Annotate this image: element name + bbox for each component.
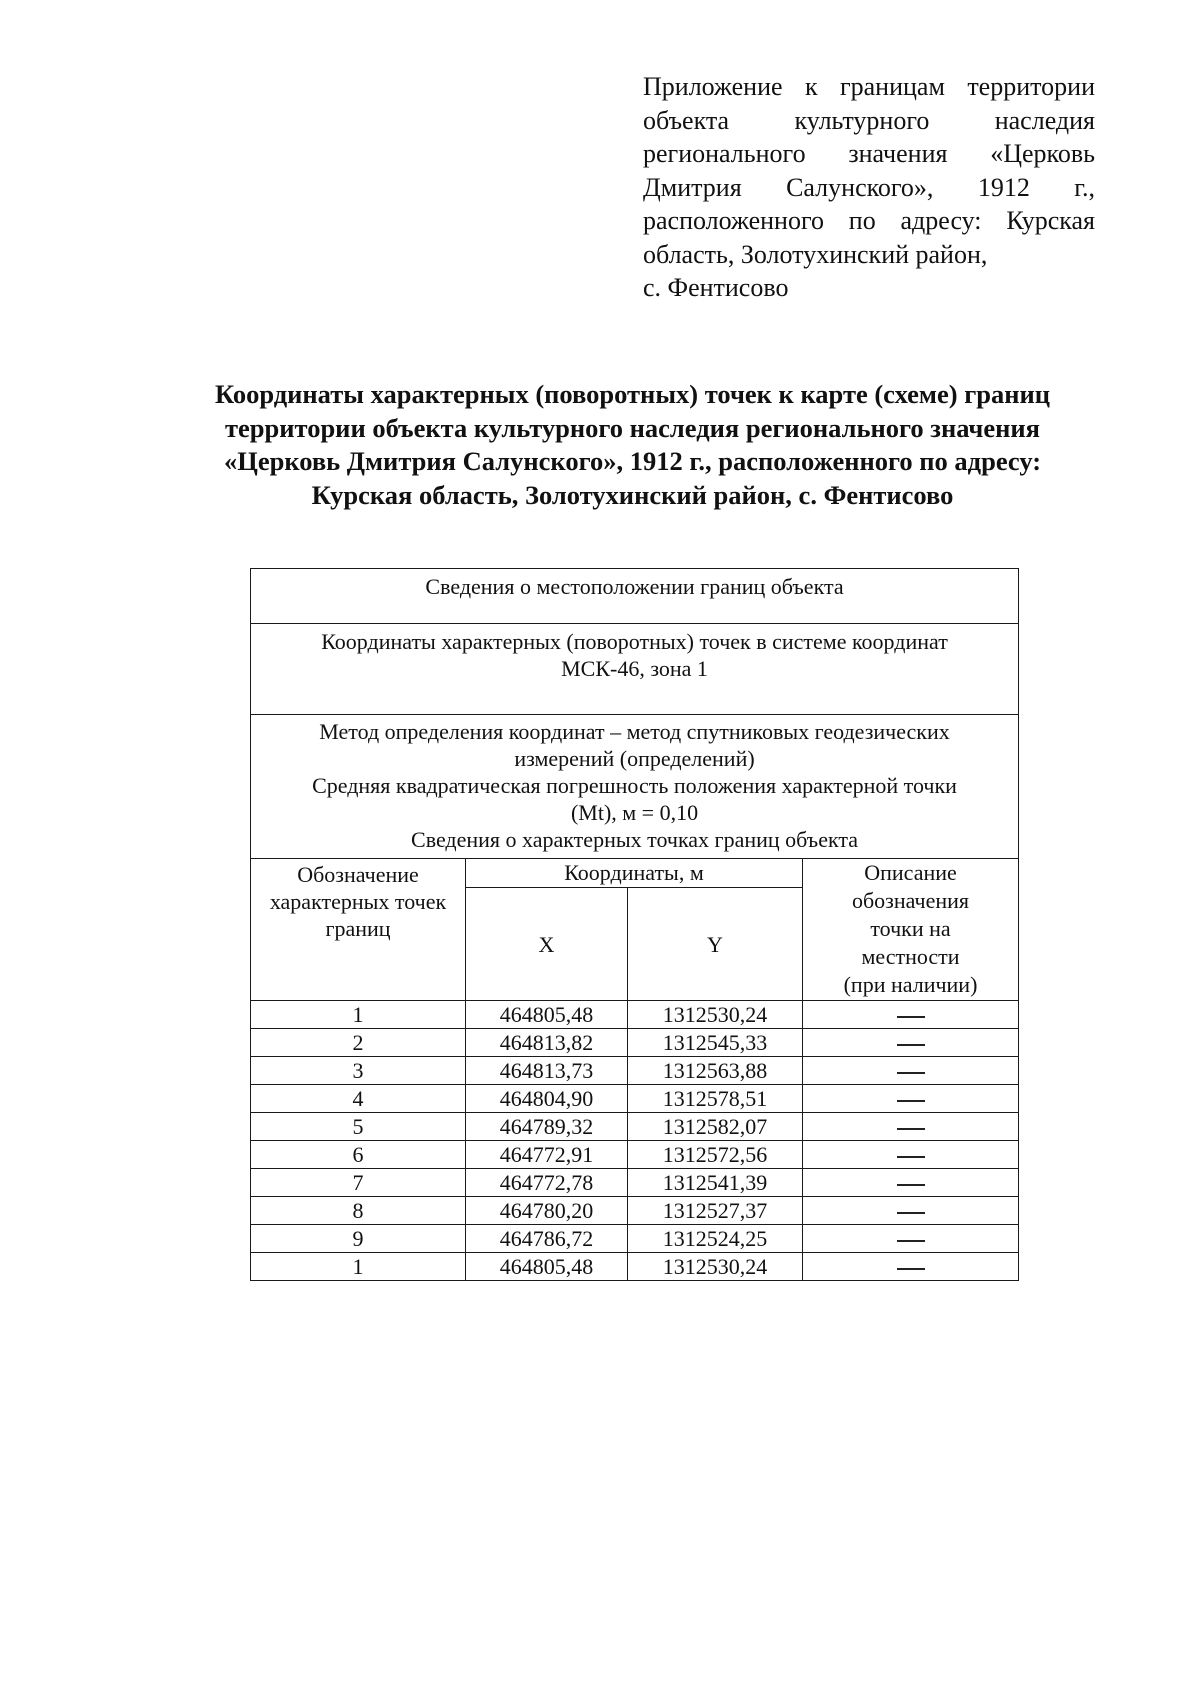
dash-mark [897,1156,925,1158]
title-line: территории объекта культурного наследия регионального значения [225,412,1040,443]
section-coordinate-system [251,624,1019,715]
point-number: 1 [251,1253,466,1281]
coord-x: 464813,82 [466,1029,628,1057]
section-location-label: Сведения о местоположении границ объекта [425,574,844,599]
document-title [160,378,1105,512]
header-description-line: (при наличии) [843,972,978,997]
header-x-label: X [538,931,555,957]
header-coordinates-label: Координаты, м [564,860,704,885]
point-number: 5 [251,1113,466,1141]
table-row [251,1113,1019,1141]
appendix-last-line: с. Фентисово [643,273,789,302]
coord-y: 1312527,37 [628,1197,803,1225]
coord-y: 1312530,24 [628,1001,803,1029]
coord-y: 1312578,51 [628,1085,803,1113]
coord-x: 464804,90 [466,1085,628,1113]
point-number: 8 [251,1197,466,1225]
description-cell [803,1169,1019,1197]
dash-mark [897,1212,925,1214]
description-cell [803,1029,1019,1057]
coord-y: 1312563,88 [628,1057,803,1085]
description-cell [803,1225,1019,1253]
coord-x: 464805,48 [466,1001,628,1029]
description-cell [803,1197,1019,1225]
method-line: Сведения о характерных точках границ объекта [411,827,858,852]
coord-y: 1312582,07 [628,1113,803,1141]
title-line: Курская область, Золотухинский район, с. Фентисово [311,479,954,510]
table-row [251,1253,1019,1281]
table-row [251,1085,1019,1113]
description-cell [803,1057,1019,1085]
dash-mark [897,1016,925,1018]
table-row [251,1001,1019,1029]
coord-y: 1312572,56 [628,1141,803,1169]
dash-mark [897,1044,925,1046]
dash-mark [897,1128,925,1130]
header-y-label: Y [707,931,723,957]
point-number: 1 [251,1001,466,1029]
description-cell [803,1001,1019,1029]
coordinate-system-line: Координаты характерных (поворотных) точек в системе координат [321,629,948,654]
coord-x: 464813,73 [466,1057,628,1085]
table-row [251,1169,1019,1197]
title-line: Координаты характерных (поворотных) точек к карте (схеме) границ [214,379,1051,409]
header-designation [251,859,466,1001]
header-description-line: обозначения [851,888,970,913]
dash-mark [897,1072,925,1074]
appendix-note [643,70,1095,305]
header-x [466,888,628,1001]
table-row [251,1057,1019,1085]
table-row [251,1225,1019,1253]
header-designation-line: Обозначение [297,862,419,887]
section-location-info [251,569,1019,624]
description-cell [803,1113,1019,1141]
header-description-line: Описание [864,860,957,885]
method-line: Средняя квадратическая погрешность положения характерной точки [312,773,957,798]
method-line: измерений (определений) [514,746,755,771]
point-number: 6 [251,1141,466,1169]
header-designation-line: границ [325,916,391,941]
coord-x: 464780,20 [466,1197,628,1225]
coordinate-system-line: МСК-46, зона 1 [561,656,708,681]
section-method [251,715,1019,859]
point-number: 4 [251,1085,466,1113]
dash-mark [897,1268,925,1270]
table-row [251,1197,1019,1225]
dash-mark [897,1240,925,1242]
coord-x: 464789,32 [466,1113,628,1141]
point-number: 9 [251,1225,466,1253]
header-description-line: местности [861,944,960,969]
appendix-text: Приложение к границам территории объекта культурного наследия регионального значения «Церковь Дмитрия Салунского», 1912 г., расположенного по адресу: Курская область, Золотухинский район, [643,72,1095,269]
point-number: 3 [251,1057,466,1085]
coord-x: 464772,91 [466,1141,628,1169]
coord-y: 1312541,39 [628,1169,803,1197]
description-cell [803,1141,1019,1169]
coord-x: 464805,48 [466,1253,628,1281]
table-row [251,1029,1019,1057]
header-designation-line: характерных точек [269,889,447,914]
point-number: 2 [251,1029,466,1057]
coord-y: 1312524,25 [628,1225,803,1253]
method-line: Метод определения координат – метод спутниковых геодезических [319,719,950,744]
title-line: «Церковь Дмитрия Салунского», 1912 г., расположенного по адресу: [223,446,1042,476]
header-description [803,859,1019,1001]
coord-x: 464772,78 [466,1169,628,1197]
header-y [628,888,803,1001]
header-coordinates [466,859,803,888]
method-line: (Mt), м = 0,10 [570,800,699,825]
description-cell [803,1253,1019,1281]
point-number: 7 [251,1169,466,1197]
table-row [251,1141,1019,1169]
header-description-line: точки на [870,916,951,941]
coordinates-table [250,568,1019,1281]
description-cell [803,1085,1019,1113]
dash-mark [897,1100,925,1102]
coord-x: 464786,72 [466,1225,628,1253]
coord-y: 1312545,33 [628,1029,803,1057]
dash-mark [897,1184,925,1186]
coord-y: 1312530,24 [628,1253,803,1281]
